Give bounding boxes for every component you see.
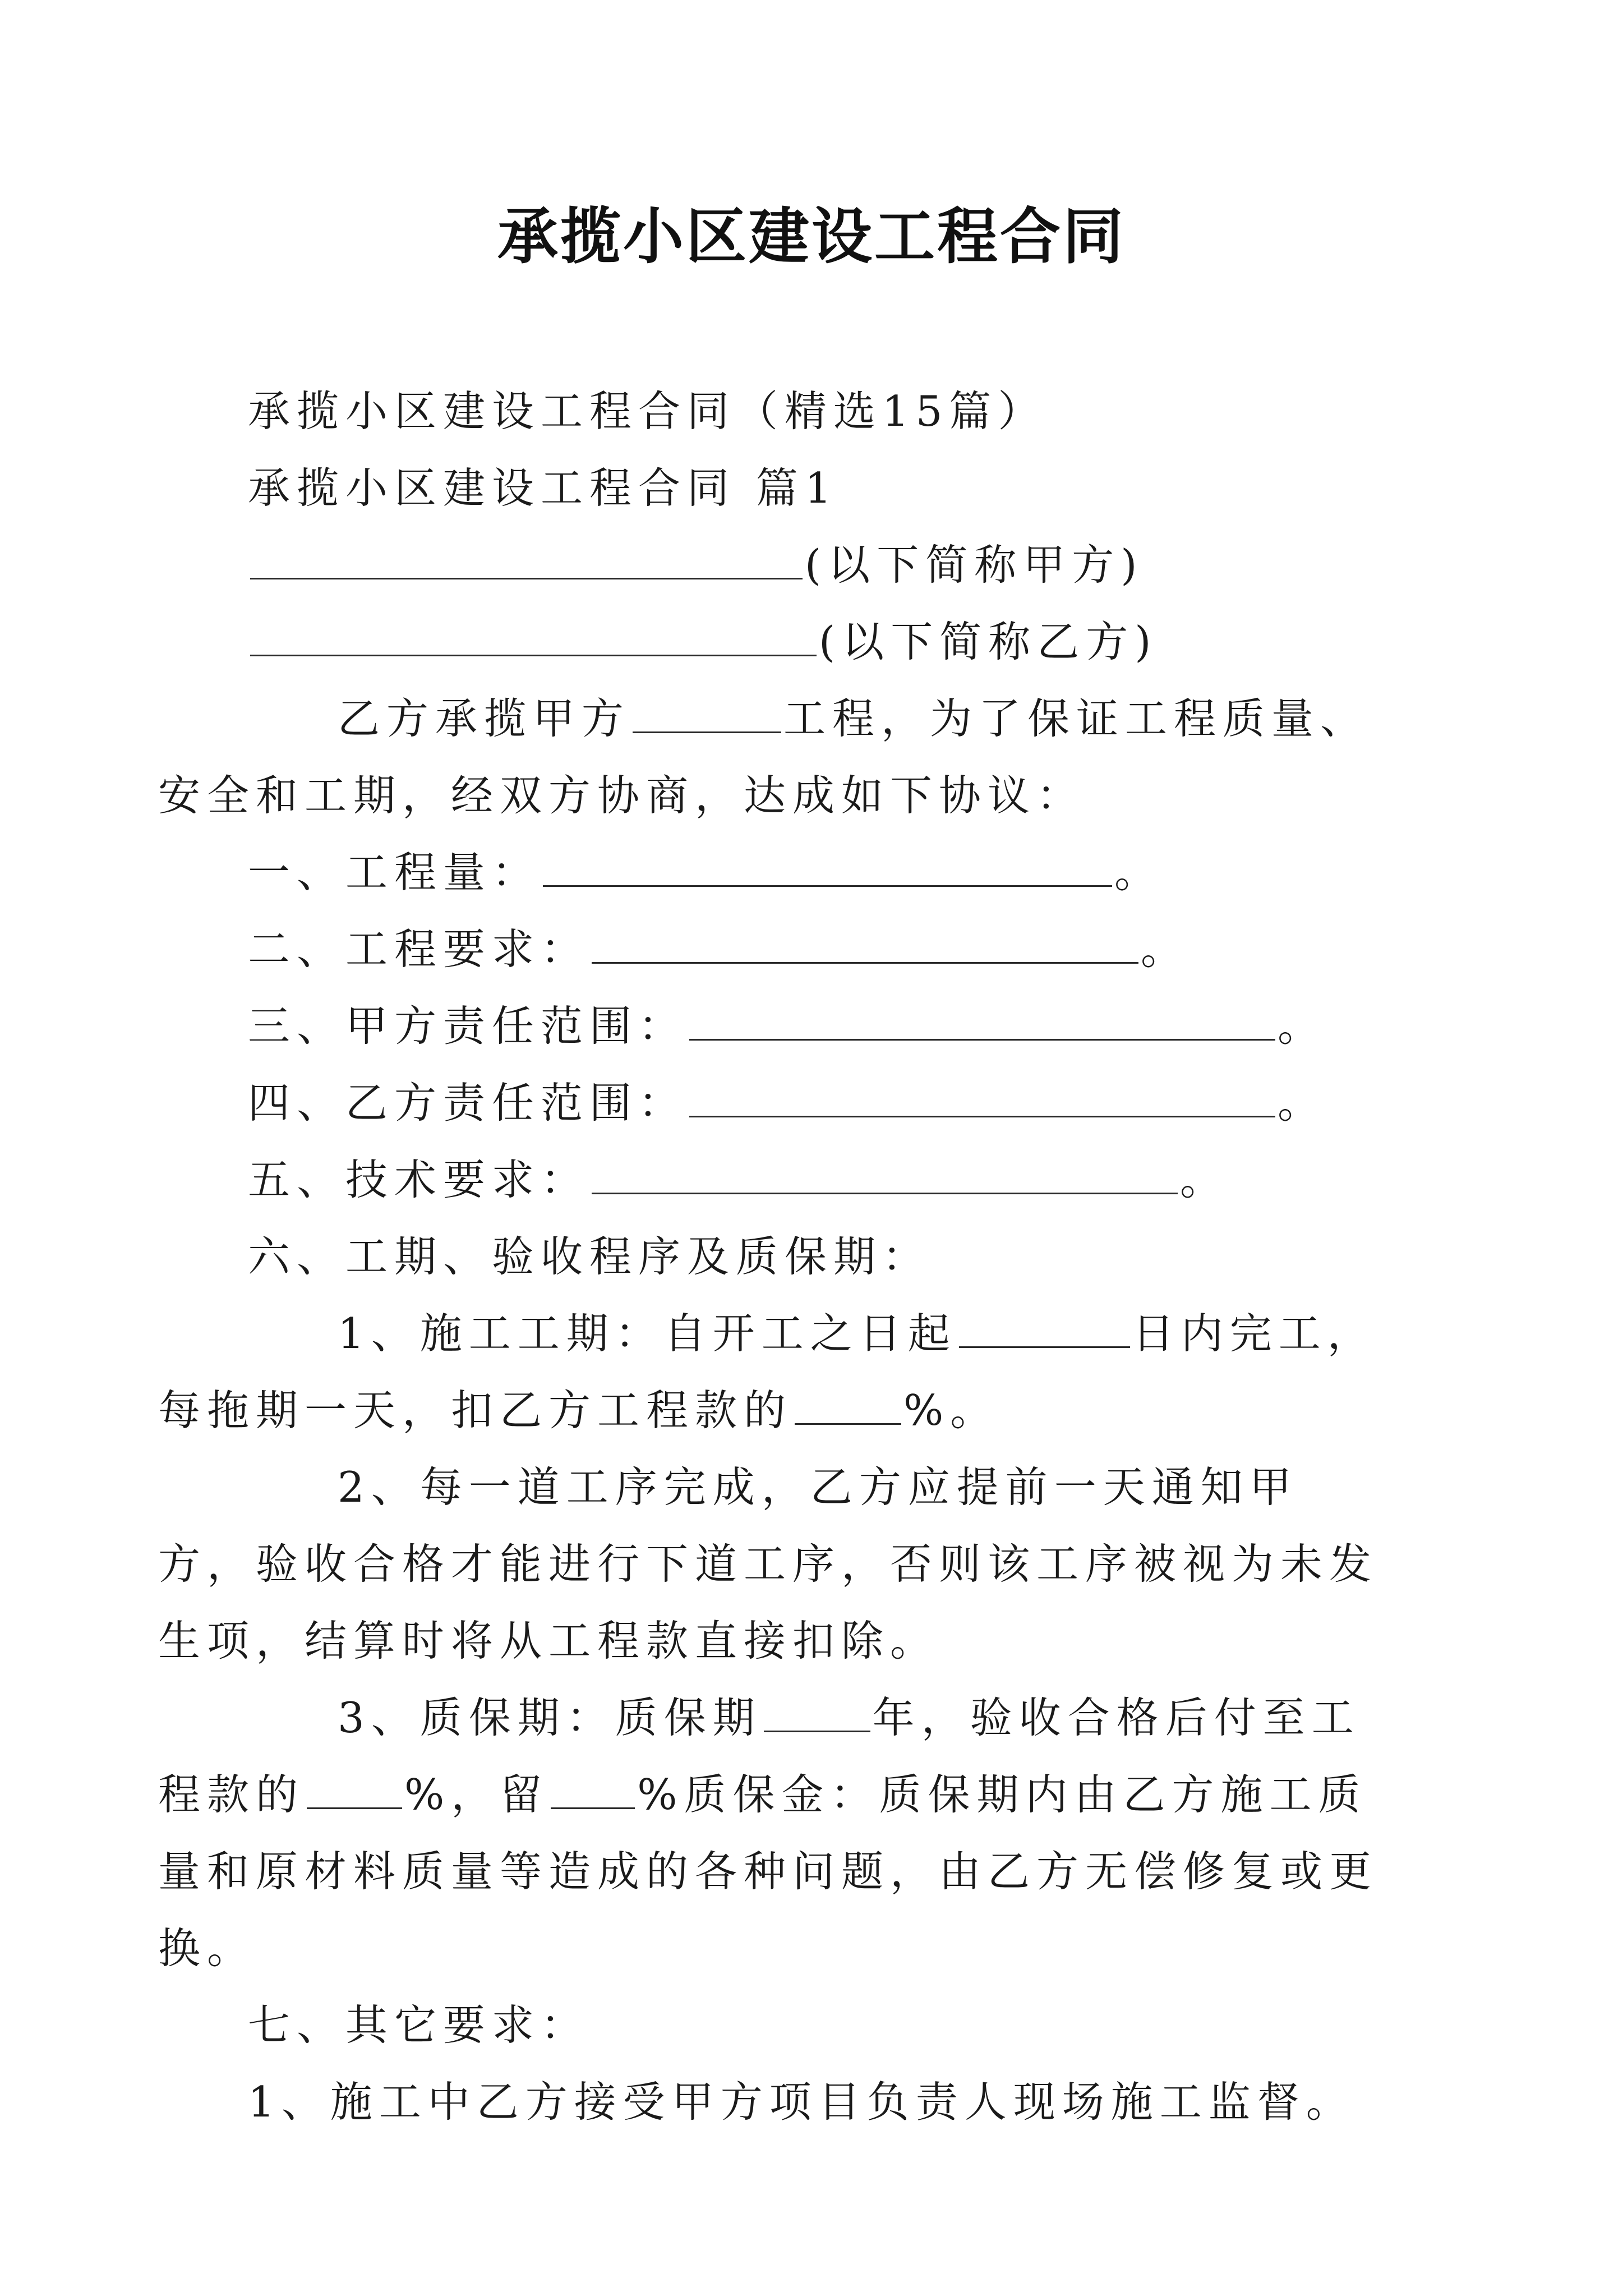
deduct-percent-blank [795, 1389, 901, 1425]
item-3 [248, 988, 1392, 1065]
clause-1 [158, 1295, 1392, 1449]
payment-percent-blank [307, 1774, 402, 1809]
item-2-blank [592, 928, 1138, 964]
item-6-label: 六、工期、验收程序及质保期： [248, 1232, 932, 1281]
subtitle [248, 373, 1392, 450]
item-3-period: 。 [1278, 1001, 1327, 1051]
item-7-label: 七、其它要求： [248, 2000, 590, 2050]
item-1-label: 一、工程量： [248, 848, 541, 897]
clause-3-post: %质保金：质保期内由乙方施工质量和原材料质量等造成的各种问题，由乙方无偿修复或更换。 [158, 1770, 1378, 1973]
party-a-line [248, 527, 1392, 604]
subtitle-text: 承揽小区建设工程合同（精选15篇） [248, 386, 1047, 436]
document-body [158, 373, 1392, 2141]
party-a-suffix: (以下简称甲方) [805, 540, 1144, 590]
item-5 [248, 1142, 1392, 1218]
item-4-period: 。 [1278, 1078, 1327, 1128]
section-heading-text: 承揽小区建设工程合同 篇1 [248, 463, 838, 513]
section-heading [248, 450, 1392, 527]
clause-3 [158, 1680, 1392, 1987]
clause-2-text: 2、每一道工序完成，乙方应提前一天通知甲方，验收合格才能进行下道工序，否则该工序被视为未发生项，结算时将从工程款直接扣除。 [158, 1462, 1378, 1665]
intro-post: 工程，为了保证工程质量、安全和工期，经双方协商，达成如下协议： [158, 694, 1370, 820]
clause-3-mid2: %，留 [404, 1770, 549, 1819]
item-5-blank [592, 1159, 1178, 1194]
days-blank [959, 1313, 1130, 1348]
item-4 [248, 1065, 1392, 1142]
party-b-line [248, 604, 1392, 680]
retention-percent-blank [551, 1774, 635, 1809]
item-3-label: 三、甲方责任范围： [248, 1001, 688, 1051]
party-a-blank [250, 544, 803, 579]
item-2-period: 。 [1141, 924, 1190, 974]
clause-1-post: %。 [903, 1386, 999, 1435]
warranty-years-blank [764, 1697, 870, 1732]
item-4-blank [689, 1082, 1275, 1117]
clause-3-pre: 3、质保期：质保期 [338, 1693, 762, 1742]
item-1-period: 。 [1114, 848, 1164, 897]
item-6 [248, 1218, 1392, 1295]
party-b-suffix: (以下简称乙方) [819, 617, 1158, 666]
clause-1-pre: 1、施工工期：自开工之日起 [338, 1309, 957, 1358]
item-4-label: 四、乙方责任范围： [248, 1078, 688, 1128]
item-3-blank [689, 1005, 1275, 1041]
clause-2 [158, 1449, 1392, 1680]
item-2 [248, 911, 1392, 988]
clause-7-1-text: 1、施工中乙方接受甲方项目负责人现场施工监督。 [248, 2077, 1355, 2127]
item-5-period: 。 [1180, 1155, 1229, 1204]
item-5-label: 五、技术要求： [248, 1155, 590, 1204]
item-1 [248, 834, 1392, 911]
intro-paragraph [158, 680, 1392, 834]
party-b-blank [250, 621, 817, 656]
document-title: 承揽小区建设工程合同 [497, 201, 1126, 272]
item-2-label: 二、工程要求： [248, 924, 590, 974]
clause-3-mid1: 年，验收合格后付至工程款的 [158, 1693, 1361, 1819]
clause-1-mid: 日内完工，每拖期一天，扣乙方工程款的 [158, 1309, 1376, 1435]
item-7 [248, 1987, 1392, 2064]
intro-pre: 乙方承揽甲方 [338, 694, 631, 743]
project-name-blank [633, 698, 781, 733]
item-1-blank [543, 852, 1112, 887]
clause-7-1 [248, 2064, 1392, 2141]
